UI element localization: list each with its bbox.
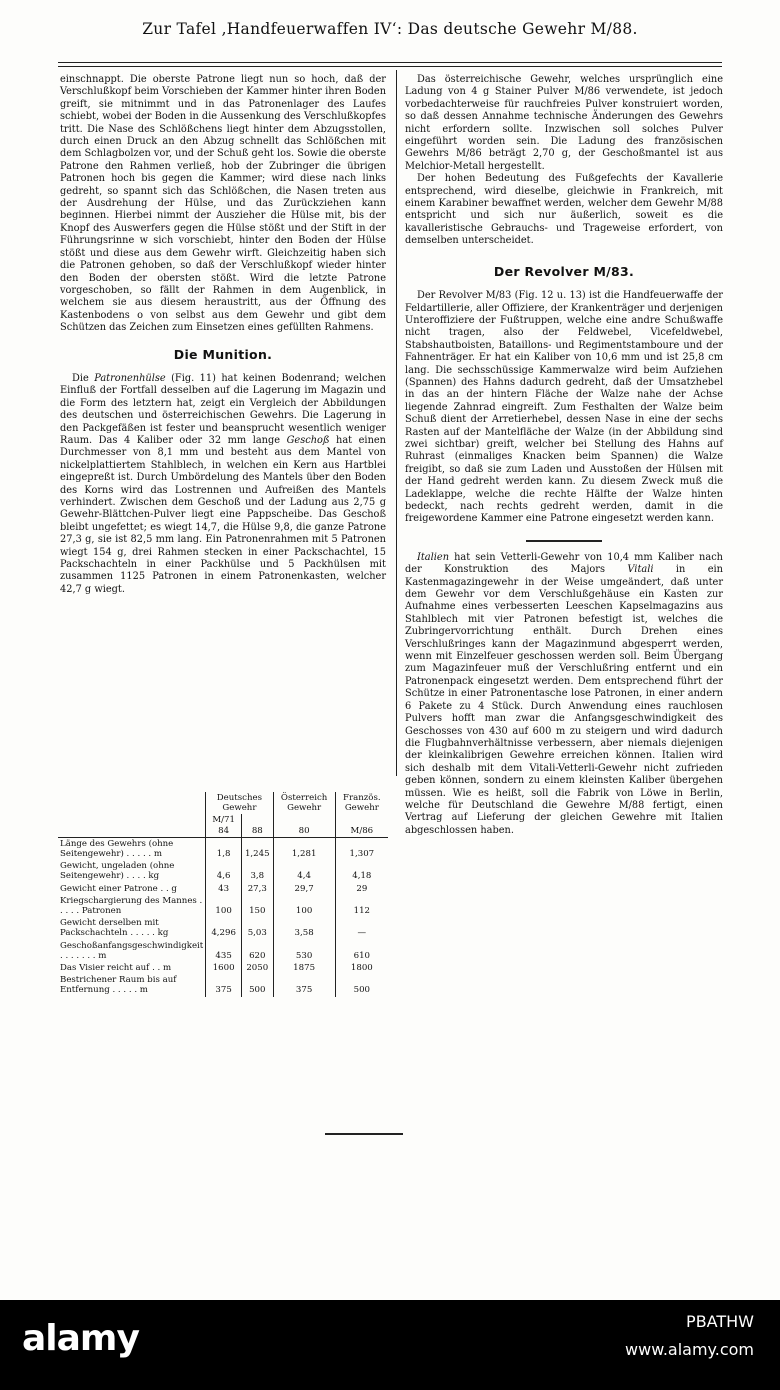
- left-column: [60, 74, 386, 596]
- cell-value: 1,245: [242, 837, 274, 860]
- cell-value: 530: [273, 940, 335, 962]
- col-group-at: Österreich Gewehr: [273, 792, 335, 814]
- row-label: Geschoßanfangsgeschwindigkeit . . . . . . . m: [60, 940, 204, 961]
- cell-value: 3,8: [242, 860, 274, 882]
- cell-value: 100: [206, 895, 242, 917]
- cell-value: 1,281: [273, 837, 335, 860]
- munition-text-2: hat einen Durchmesser von 8,1 mm und besteht aus dem Mantel von nickelplattiertem Stahlblech, in welchen ein Kern aus Hartblei eingepreßt ist. Durch Umbördelung des Mantels über den Boden des Korns wird das Lostrennen und Aufreißen des Mantels verhindert. Zwischen dem Geschoß und der Ladung aus 2,75 g Gewehr-Blättchen-Pulver liegt eine Pappscheibe. Das Geschoß bleibt ungefettet; es wiegt 14,7, die Hülse 9,8, die ganze Patrone 27,3 g, sie ist 82,5 mm lang. Ein Patronenrahmen mit 5 Patronen wiegt 154 g, drei Rahmen stecken in einer Packschachtel, 15 Packschachteln in einer Packhülse und 5 Packhülsen mit zusammen 1125 Patronen in einem Patronenkasten, welcher 42,7 g wiegt.: [60, 434, 386, 595]
- cell-value: 4,18: [335, 860, 388, 882]
- cell-value: 1600: [206, 962, 242, 974]
- cell-value: 2050: [242, 962, 274, 974]
- col-head: M/86: [335, 814, 388, 837]
- table-row: [58, 917, 388, 939]
- header-rule-bottom: [58, 66, 722, 67]
- munition-paragraph: Die Patronenhülse (Fig. 11) hat keinen Bodenrand; welchen Einfluß der Fortfall desselben auf die Lagerung im Magazin und die Form des letztern hat, zeigt ein Vergleich der Abbildungen des deutschen und österreichischen Gewehrs. Die Lagerung in den Packgefäßen ist fester und beansprucht wesentlich weniger Raum. Das 4 Kaliber oder 32 mm lange Geschoß hat einen Durchmesser von 8,1 mm und besteht aus dem Mantel von nickelplattiertem Stahlblech, in welchen ein Kern aus Hartblei eingepreßt ist. Durch Umbördelung des Mantels über den Boden des Korns wird das Lostrennen und Aufreißen des Mantels verhindert. Zwischen dem Geschoß und der Ladung aus 2,75 g Gewehr-Blättchen-Pulver liegt eine Pappscheibe. Das Geschoß bleibt ungefettet; es wiegt 14,7, die Hülse 9,8, die ganze Patrone 27,3 g, sie ist 82,5 mm lang. Ein Patronenrahmen mit 5 Patronen wiegt 154 g, drei Rahmen stecken in einer Packschachtel, 15 Packschachteln in einer Packhülse und 5 Packhülsen mit zusammen 1125 Patronen in einem Patronenkasten, welcher 42,7 g wiegt.: [60, 372, 386, 595]
- italy-paragraph: [405, 552, 723, 837]
- term-italien: Italien: [417, 551, 450, 563]
- table-row: [58, 860, 388, 882]
- image-id: PBATHW: [686, 1312, 754, 1331]
- intro-paragraph: einschnappt. Die oberste Patrone liegt nun so hoch, daß der Verschlußkopf beim Vorschieben der Kammer hinter ihren Boden greift, sie mitnimmt und in das Patronenlager des Laufes schiebt, wobei der Boden in die Aussenkung des Verschlußkopfes tritt. Die Nase des Schlößchens liegt hinter dem Abzugsstollen, durch einen Druck an den Abzug schnellt das Schlößchen mit dem Schlagbolzen vor, und der Schuß geht los. Sowie die oberste Patrone den Rahmen verließ, hob der Zubringer die übrigen Patronen hoch bis gegen die Kammer; wird diese nach links gedreht, so spannt sich das Schlößchen, die Nasen treten aus der Ausdrehung der Hülse, und das Zurückziehen kann beginnen. Hierbei nimmt der Auszieher die Hülse mit, bis der Knopf des Auswerfers gegen die Hülse stößt und der Stift in der Führungsrinne w sich vorschiebt, hinter den Boden der Hülse stößt und diese aus dem Gewehr wirft. Gleichzeitig haben sich die Patronen gehoben, so daß der Verschlußkopf wieder hinter den Boden der obersten stößt. Wird die letzte Patrone vorgeschoben, so fällt der Rahmen in dem Augenblick, in welchem sie aus diesem heraustritt, aus der Öffnung des Kastenbodens o von selbst aus dem Gewehr und gibt dem Schützen das Zeichen zum Einsetzen eines gefüllten Rahmens.: [60, 74, 387, 334]
- italy-text: hat sein Vetterli-Gewehr von 10,4 mm Kaliber nach der Konstruktion des Majors: [405, 551, 723, 576]
- cell-value: 1800: [335, 962, 388, 974]
- site-url: www.alamy.com: [625, 1340, 754, 1359]
- table-row: [58, 962, 388, 974]
- right-column: [405, 74, 723, 837]
- table-row: [58, 940, 388, 962]
- cell-value: 500: [242, 974, 274, 996]
- row-label: Gewicht derselben mit Packschachteln . . . . . kg: [60, 918, 169, 939]
- table-row: [58, 883, 388, 895]
- cell-value: 112: [335, 895, 388, 917]
- austria-paragraph: Das österreichische Gewehr, welches ursprünglich eine Ladung von 4 g Stainer Pulver M/86 verwendete, ist jedoch vorbedachterweise für rauchfreies Pulver konstruiert worden, so daß dessen Annahme technische Änderungen des Gewehrs nicht erfordern sollte. Inzwischen soll solches Pulver eingeführt worden sein. Die Ladung des französischen Gewehrs M/86 beträgt 2,70 g, der Geschoßmantel ist aus Melchior-Metall hergestellt.: [405, 74, 723, 172]
- cell-value: 610: [335, 940, 388, 962]
- munition-heading: Die Munition.: [173, 346, 273, 362]
- col-head: M/71 84: [206, 814, 242, 837]
- cell-value: 1,307: [335, 837, 388, 860]
- weapons-comparison-table: [58, 792, 388, 997]
- term-patronenhuelse: Patronenhülse: [94, 372, 166, 384]
- cell-value: 29: [335, 883, 388, 895]
- cell-value: 435: [206, 940, 242, 962]
- col-head: 80: [273, 814, 335, 837]
- cell-value: 29,7: [273, 883, 335, 895]
- table-row: [58, 895, 388, 917]
- row-label: Gewicht einer Patrone . . g: [60, 883, 177, 894]
- row-label: Kriegschargierung des Mannes . . . . . Patronen: [60, 895, 203, 917]
- cell-value: 500: [335, 974, 388, 996]
- section-divider: [526, 540, 602, 542]
- row-label: Bestrichener Raum bis auf Entfernung . . . . . m: [60, 975, 177, 996]
- row-label: Das Visier reicht auf . . m: [60, 963, 172, 974]
- table-row: [58, 974, 388, 996]
- row-label: Gewicht, ungeladen (ohne Seitengewehr) . . . . kg: [60, 861, 175, 882]
- cell-value: 375: [273, 974, 335, 996]
- cell-value: 100: [273, 895, 335, 917]
- cell-value: 1875: [273, 962, 335, 974]
- cell-value: —: [335, 917, 388, 939]
- header-rule-top: [58, 62, 722, 63]
- cell-value: 150: [242, 895, 274, 917]
- col-group-fr: Französ. Gewehr: [335, 792, 388, 814]
- cell-value: 27,3: [242, 883, 274, 895]
- col-head: 88: [242, 814, 274, 837]
- term-vitali: Vitali: [627, 564, 654, 576]
- cell-value: 4,296: [206, 917, 242, 939]
- cell-value: 5,03: [242, 917, 274, 939]
- column-divider: [396, 70, 397, 776]
- cell-value: 4,6: [206, 860, 242, 882]
- revolver-heading: Der Revolver M/83.: [493, 263, 635, 279]
- table-row: [58, 837, 388, 860]
- page-title: Zur Tafel ‚Handfeuerwaffen IV‘: Das deutsche Gewehr M/88.: [142, 20, 638, 38]
- cell-value: 4,4: [273, 860, 335, 882]
- cell-value: 375: [206, 974, 242, 996]
- term-geschoss: Geschoß: [286, 434, 330, 446]
- italy-text-2: in ein Kastenmagazingewehr in der Weise umgeändert, daß unter dem Gewehr vor dem Verschlußgehäuse ein Kasten zur Aufnahme eines verbesserten Leeschen Kapselmagazins aus Stahlblech mit vier Patronen befestigt ist, welches die Zubringervorrichtung enthält. Durch Drehen eines Verschlußringes kann der Magazinmund abgesperrt werden, wenn mit Einzelfeuer geschossen werden soll. Beim Übergang zum Magazinfeuer muß der Verschlußring entfernt und ein Patronenpack eingesetzt werden. Dem entsprechend führt der Schütze in einer Patronentasche lose Patronen, in einer andern 6 Pakete zu 4 Stück. Durch Anwendung eines rauchlosen Pulvers hofft man zwar die Anfangsgeschwindigkeit des Geschosses von 430 auf 600 m zu steigern und wird dadurch die Flugbahnverhältnisse verbessern, aber niemals diejenigen der kleinkalibrigen Gewehre erreichen können. Italien wird sich deshalb mit dem Vitali-Vetterli-Gewehr nicht zufrieden geben können, sondern zu einem kleinsten Kaliber übergehen müssen. Wie es heißt, soll die Fabrik von Löwe in Berlin, welche für Deutschland die Gewehre M/88 fertigt, einen Vertrag auf Lieferung der gleichen Gewehre mit Italien abgeschlossen haben.: [405, 564, 723, 836]
- cell-value: 1,8: [206, 837, 242, 860]
- end-rule: [325, 1133, 403, 1135]
- col-group-de: Deutsches Gewehr: [206, 792, 273, 814]
- row-label: Länge des Gewehrs (ohne Seitengewehr) . . . . . m: [60, 838, 174, 860]
- cell-value: 43: [206, 883, 242, 895]
- cavalry-paragraph: Der hohen Bedeutung des Fußgefechts der Kavallerie entsprechend, wird dieselbe, gleichwie in Frankreich, mit einem Karabiner bewaffnet werden, welcher dem Gewehr M/88 entspricht und sich nur äußerlich, soweit es die kavalleristische Gebrauchs- und Trageweise erfordert, von demselben unterscheidet.: [405, 173, 723, 247]
- alamy-logo: alamy: [22, 1318, 139, 1359]
- munition-text: (Fig. 11) hat keinen Bodenrand; welchen Einfluß der Fortfall desselben auf die Lagerung im Magazin und die Form des letztern hat, zeigt ein Vergleich der Abbildungen des deutschen und österreichischen Gewehrs. Die Lagerung in den Packgefäßen ist fester und beansprucht wesentlich weniger Raum. Das 4 Kaliber oder 32 mm lange: [60, 372, 386, 446]
- cell-value: 3,58: [273, 917, 335, 939]
- cell-value: 620: [242, 940, 274, 962]
- revolver-paragraph: Der Revolver M/83 (Fig. 12 u. 13) ist die Handfeuerwaffe der Feldartillerie, aller Offiziere, der Krankenträger und derjenigen Unteroffiziere der Fußtruppen, welche eine andre Schußwaffe nicht tragen, also der Feldwebel, Vicefeldwebel, Stabshautboisten, Bataillons- und Regimentstamboure und der Fahnenträger. Er hat ein Kaliber von 10,6 mm und ist 25,8 cm lang. Die sechsschüssige Kammerwalze wird beim Aufziehen (Spannen) des Hahns dadurch gedreht, daß der Umsatzhebel in das an der hintern Fläche der Walze nahe der Achse liegende Zahnrad eingreift. Zum Festhalten der Walze beim Schuß dient der Arretierhebel, dessen Nase in eine der sechs Rasten auf der Mantelfläche der Walze (in der Abbildung sind zwei sichtbar) greift, welcher bei Stellung des Hahns auf Ruhrast (einmaliges Knacken beim Spannen) die Walze freigibt, so daß sie zum Laden und Ausstoßen der Hülsen mit der Hand gedreht werden kann. Zu diesem Zweck muß die Ladeklappe, welche die rechte Hälfte der Walze hinten bedeckt, nach rechts gedreht werden, damit in die freigewordene Kammer eine Patrone eingesetzt werden kann.: [405, 290, 723, 525]
